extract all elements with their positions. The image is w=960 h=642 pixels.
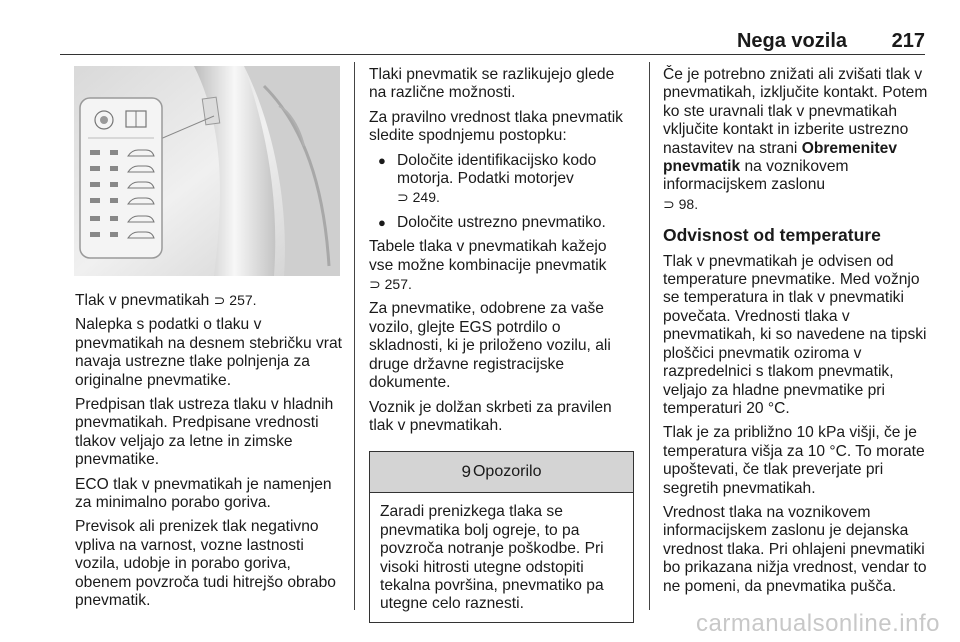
list-item: ● Določite ustrezno pnevmatiko. (369, 214, 634, 232)
page-reference: ⊃ 249. (397, 189, 440, 206)
paragraph: Tlaki pnevmatik se razlikujejo glede na različne možnosti. (369, 66, 615, 102)
paragraph: Nalepka s podatki o tlaku v pnevmatikah na desnem stebričku vrat navaja ustrezne tlake polnjenja za originalne pnevmatike. (75, 316, 342, 389)
paragraph: Vrednost tlaka na voznikovem informacijskem zaslonu je dejanska vrednost tlaka. Pri ohlajeni pnevmatiki bo prikazana nižja vrednost, vendar to ne pomeni, da pnevmatika pušča. (663, 503, 927, 595)
paragraph: Za pravilno vrednost tlaka pnevmatik sledite spodnjemu postopku: (369, 108, 623, 145)
column-divider-2 (649, 62, 650, 610)
section-title: Nega vozila (736, 30, 847, 52)
page-number: 217 (891, 30, 925, 52)
warning-triangle-icon: 9 (461, 462, 471, 482)
column-left (75, 291, 349, 617)
page-reference: ⊃ 257. (213, 292, 257, 308)
column-right (663, 66, 935, 602)
paragraph: Tlak je za približno 10 kPa višji, če je temperatura višja za 10 °C. To morate upoštevati, če tlak preverjate pri segretih pnevmatikah. (663, 424, 925, 497)
column-middle (369, 66, 634, 623)
page-reference: ⊃ 257. (369, 276, 412, 293)
paragraph: Tlak v pnevmatikah je odvisen od temperature pnevmatike. Med vožnjo se temperatura in tlak v pnevmatiki povečata. Vrednosti tlaka v pnevmatikah, ki so navedene na tipski ploščici pnevmatik oziroma v razpredelnici s tlakom pnevmatik, veljajo za hladne pnevmatike pri temperaturi 20 °C. (663, 252, 927, 417)
warning-text: Zaradi prenizkega tlaka se pnevmatika bolj ogreje, to pa povzroča notranje poškodbe. Pri visoki hitrosti utegne odstopiti tekalna površina, pnevmatiko pa utegne celo raznesti. (380, 503, 604, 613)
page-reference: ⊃ 98. (663, 195, 699, 212)
menu-reference: Obremenitev pnevmatik (663, 139, 898, 176)
paragraph: ECO tlak v pnevmatikah je namenjen za minimalno porabo goriva. (75, 475, 332, 512)
paragraph: Voznik je dolžan skrbeti za pravilen tlak v pnevmatikah. (369, 398, 612, 434)
paragraph: Tabele tlaka v pnevmatikah kažejo vse možne kombinacije pnevmatik ⊃ 257. (369, 238, 607, 293)
paragraph: Za pnevmatike, odobrene za vaše vozilo, glejte EGS potrdilo o skladnosti, ki je priloženo vozilu, ali druge državne registracijske dokumente. (369, 300, 611, 392)
door-pillar-illustration (74, 66, 340, 276)
column-divider-1 (354, 62, 355, 610)
procedure-list (369, 152, 634, 233)
paragraph: Predpisan tlak ustreza tlaku v hladnih pnevmatikah. Predpisane vrednosti tlakov veljajo za letne in zimske pnevmatike. (75, 396, 334, 469)
section-heading: Odvisnost od temperature (663, 225, 881, 246)
warning-title: Opozorilo (472, 463, 542, 481)
warning-header (370, 452, 633, 493)
paragraph: Previsok ali prenizek tlak negativno vpliva na varnost, vozne lastnosti vozila, udobje in porabo goriva, obenem povzroča tudi hitrejšo obrabo pnevmatik. (75, 518, 336, 610)
warning-box (369, 451, 634, 622)
list-item: ● Določite identifikacijsko kodo motorja. Podatki motorjev ⊃ 249. (369, 152, 634, 208)
watermark: carmanualsonline.info (696, 610, 940, 637)
tire-pressure-label-illustration (74, 66, 340, 276)
paragraph: Če je potrebno znižati ali zvišati tlak v pnevmatikah, izključite kontakt. Potem ko ste uravnali tlak v pnevmatikah vključite kontakt in izberite ustrezno nastavitev na strani Obremenitev pnevmatik na voznikovem informacijskem zaslonu ⊃ 98. (663, 66, 928, 212)
page-header (60, 22, 925, 55)
figure-caption: Tlak v pnevmatikah ⊃ 257. (75, 292, 257, 309)
